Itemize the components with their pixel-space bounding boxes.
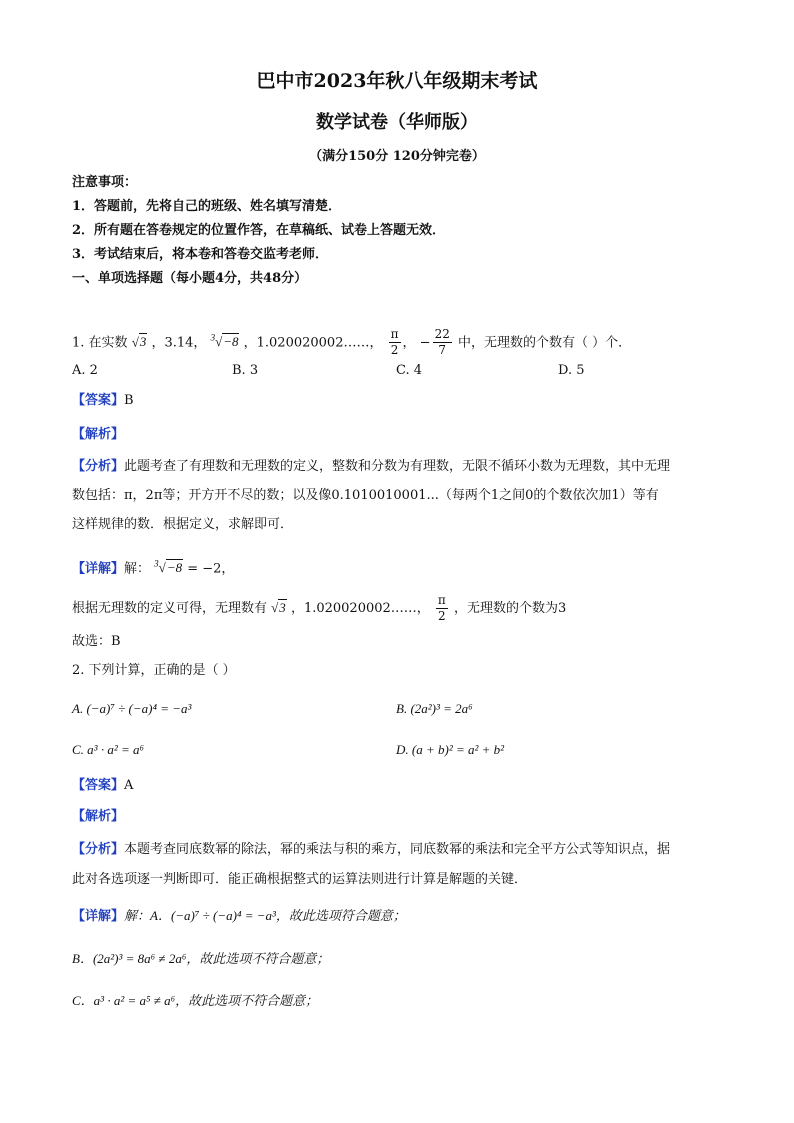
q1-final-choice: 故选：B — [72, 634, 121, 649]
q1-xiangjie-line-1: 【详解】解： $^3$√−8 = −2， — [72, 559, 235, 577]
q1-option-d: D. 5 — [558, 363, 585, 378]
exam-subtitle: 数学试卷（华师版） — [316, 112, 478, 133]
q2-option-b: B. (2a²)³ = 2a⁶ — [396, 701, 473, 716]
q1-analysis-tag: 【解析】 — [72, 427, 125, 442]
q1-mid: ，3.14， — [151, 335, 207, 351]
q1-fenxi-line-1: 【分析】此题考查了有理数和无理数的定义，整数和分数为有理数，无限不循环小数为无理数，其中无理 — [72, 459, 671, 474]
q2-xiangjie-c: C．a³ · a² = a⁵ ≠ a⁶，故此选项不符合题意； — [72, 993, 319, 1008]
q1-option-b: B. 3 — [232, 363, 259, 378]
q1-fenxi-line-2: 数包括：π，2π等；开方开不尽的数；以及像0.1010010001...（每两个1之间0的个数依次加1）等有 — [72, 488, 659, 503]
exam-score-time-note: （满分150分 120分钟完卷） — [309, 149, 485, 164]
minus-sign: − — [419, 335, 431, 351]
sqrt-three: √3 — [131, 334, 147, 350]
question-1-stem: 1. 在实数 √3 ，3.14， $^3$√−8 ，1.020020002……， $\frac{\pi}{2}$ ， − $\frac{22}{7}$ 中，无理数的个数有（ ）个． — [72, 327, 632, 358]
fraction-pi-over-2: $\frac{\pi}{2}$ — [390, 327, 399, 358]
q1-answer: 【答案】B — [72, 393, 134, 408]
q1-after-cbrt: ，1.020020002……， — [243, 335, 383, 351]
q1-fenxi-line-3: 这样规律的数．根据定义，求解即可． — [72, 517, 294, 532]
notice-heading: 注意事项： — [72, 175, 138, 190]
notice-item-1: 1．答题前，先将自己的班级、姓名填写清楚． — [72, 199, 342, 214]
q2-option-a: A. (−a)⁷ ÷ (−a)⁴ = −a³ — [72, 701, 192, 716]
fraction-22-over-7: $\frac{22}{7}$ — [434, 327, 450, 358]
q2-option-c: C. a³ · a² = a⁶ — [72, 742, 145, 757]
section-1-heading: 一、单项选择题（每小题4分，共48分） — [72, 271, 308, 286]
q1-tail: 中，无理数的个数有（ ）个． — [457, 335, 632, 351]
q2-option-d: D. (a + b)² = a² + b² — [396, 742, 505, 757]
q1-option-a: A. 2 — [72, 363, 98, 378]
q1-xiangjie-line-2: 根据无理数的定义可得，无理数有 √3 ，1.020020002……， $\frac{\pi}{2}$ ，无理数的个数为3 — [72, 593, 567, 623]
q2-fenxi-line-1: 【分析】本题考查同底数幂的除法，幂的乘法与积的乘方，同底数幂的乘法和完全平方公式等知识点，据 — [72, 842, 671, 857]
q2-analysis-tag: 【解析】 — [72, 809, 125, 824]
q2-xiangjie-b: B．(2a²)³ = 8a⁶ ≠ 2a⁶，故此选项不符合题意； — [72, 951, 330, 966]
exam-title: 巴中市2023年秋八年级期末考试 — [256, 70, 538, 92]
q2-answer: 【答案】A — [72, 778, 134, 793]
notice-item-3: 3．考试结束后，将本卷和答卷交监考老师． — [72, 247, 329, 262]
q1-option-c: C. 4 — [396, 363, 423, 378]
question-2-stem: 2. 下列计算，正确的是（ ） — [72, 663, 236, 678]
q2-fenxi-line-2: 此对各选项逐一判断即可．能正确根据整式的运算法则进行计算是解题的关键． — [72, 872, 528, 887]
notice-item-2: 2．所有题在答卷规定的位置作答，在草稿纸、试卷上答题无效． — [72, 223, 446, 238]
cube-root-neg-eight: $^3$√−8 — [210, 333, 239, 350]
q2-xiangjie-a: 【详解】解：A．(−a)⁷ ÷ (−a)⁴ = −a³，故此选项符合题意； — [72, 908, 406, 923]
q1-prefix: 1. 在实数 — [72, 335, 128, 351]
